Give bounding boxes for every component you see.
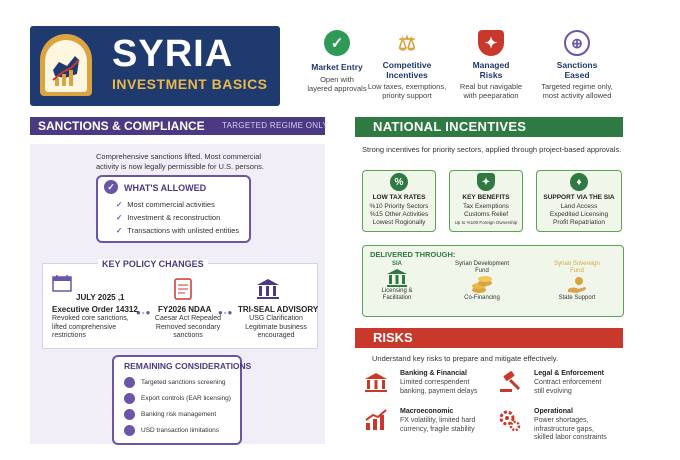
export-icon [124, 393, 135, 404]
highlight-label: Market Entry [311, 62, 363, 72]
risk-head: Macroeconomic [400, 408, 454, 415]
hand-coin-icon [566, 275, 588, 295]
highlight-desc: Open with layered approvals [307, 75, 367, 93]
policy-head: FY2026 NDAA [158, 305, 212, 314]
policy-head: Executive Order 14312 [52, 305, 138, 314]
bank-risk-icon [364, 370, 388, 399]
handshake-icon: ♦ [570, 173, 588, 191]
incentives-title: NATIONAL INCENTIVES [373, 119, 527, 134]
incentive-card-title: KEY BENEFITS [462, 194, 510, 201]
incentive-card-content [536, 173, 622, 227]
incentive-card-title: LOW TAX RATES [372, 194, 426, 201]
remaining-title: REMAINING CONSIDERATIONS [124, 361, 252, 371]
document-icon [174, 278, 192, 305]
bank-icon [256, 278, 280, 305]
check-circle-icon: ✓ [104, 180, 118, 194]
scales-icon: ⚖ [394, 30, 420, 56]
list-item: USD transaction limitations [124, 425, 231, 436]
list-item: Export controls (EAR licensing) [124, 393, 231, 404]
incentive-card-content [362, 173, 436, 227]
check-icon: ✓ [116, 200, 123, 209]
shield-icon: ✦ [477, 173, 495, 191]
risks-title: RISKS [373, 330, 413, 345]
delivery-top: SIA [391, 261, 402, 267]
list-item: Targeted sanctions screening [124, 377, 231, 388]
policy-title: KEY POLICY CHANGES [98, 259, 208, 269]
incentive-line: Lowest Rogionally [372, 219, 426, 226]
list-item: ✓ Most commercial activities [116, 200, 215, 209]
incentive-card-content [449, 173, 523, 227]
page-title: SYRIA [112, 33, 234, 75]
delivered-title: DELIVERED THROUGH: [370, 250, 456, 259]
incentive-line: Customs Relief [463, 211, 509, 218]
policy-text: Caesar Act Repealed Removed secondary sanctions [154, 315, 222, 339]
highlight-risks [450, 30, 532, 102]
incentive-line: Land Access [560, 203, 598, 210]
risk-text: Contract enforcement still evolving [534, 379, 602, 395]
risk-text: FX volatility, limited hard currency, fragile stability [400, 417, 476, 433]
delivery-top: Syrian Development Fund [454, 261, 510, 274]
coins-icon [471, 275, 493, 295]
delivery-bottom: Licensing & Facilitation [381, 288, 413, 301]
sanctions-title: SANCTIONS & COMPLIANCE [38, 119, 205, 133]
risk-head: Banking & Financial [400, 370, 467, 377]
check-icon: ✓ [116, 213, 123, 222]
checkmark-icon: ✓ [324, 30, 350, 56]
policy-head: TRI-SEAL ADVISORY [238, 305, 319, 314]
delivery-bottom: Co-Financing [464, 295, 500, 301]
gavel-icon [498, 370, 522, 399]
sanctions-tag: TARGETED REGIME ONLY [222, 121, 329, 130]
incentive-card-title: SUPPORT VIA THE SIA [543, 194, 615, 201]
policy-text: USG Clarification Legitimate business encouraged [245, 315, 307, 339]
target-icon [124, 377, 135, 388]
risk-head: Operational [534, 408, 573, 415]
sanctions-intro: Comprehensive sanctions lifted. Most commercial activity is now legally permissible for U.S. persons. [96, 152, 264, 171]
incentive-line: Profit Repatriation [552, 219, 606, 226]
highlight-desc: Low taxes, exemptions, priority support [367, 82, 447, 100]
list-item: ✓ Transactions with unlisted entities [116, 226, 240, 235]
risk-head: Legal & Enforcement [534, 370, 605, 377]
delivery-top: Syrian Sovereign Fund [554, 261, 600, 274]
highlight-sanctions [532, 30, 622, 102]
remaining-list [124, 377, 231, 436]
risks-intro: Understand key risks to prepare and mitigate effectively. [372, 354, 559, 363]
highlight-desc: Real but navigable with peeparation [459, 82, 523, 100]
delivery-bottom: State Support [558, 295, 596, 301]
list-item: Banking risk management [124, 409, 231, 420]
dollar-icon [124, 425, 135, 436]
connector: ●-● [218, 308, 234, 317]
incentives-intro: Strong incentives for priority sectors, applied through project-based approvals. [362, 145, 622, 154]
incentive-line: %15 Other Activities [369, 211, 429, 218]
check-icon: ✓ [116, 226, 123, 235]
building-icon [386, 268, 408, 288]
emblem-inner [45, 40, 87, 92]
incentive-line: Up to %100 Foreign Ownership [454, 220, 518, 225]
risk-text: Limited correspendent banking, payment delays [400, 379, 478, 395]
page-subtitle: INVESTMENT BASICS [112, 76, 268, 92]
allowed-title: WHAT'S ALLOWED [124, 183, 207, 193]
percent-icon: % [390, 173, 408, 191]
policy-date: JULY 2025 ,1 [76, 293, 125, 302]
delivery-channel [542, 261, 612, 302]
policy-text: Revoked core sanctions, lifted comprehensive restrictions [52, 315, 129, 339]
list-item: ✓ Investment & reconstruction [116, 213, 221, 222]
risk-text: Power shortages, infrastructure gaps, skilled labor constraints [534, 417, 607, 441]
allowed-list [116, 200, 248, 235]
delivery-channel [372, 261, 422, 302]
delivery-channel [446, 261, 518, 302]
globe-icon: ⊕ [564, 30, 590, 56]
bank-icon [124, 409, 135, 420]
calendar-icon [52, 274, 72, 297]
trend-icon [364, 408, 388, 437]
connector: ●-● [136, 308, 152, 317]
gears-icon [498, 408, 522, 437]
highlight-desc: Targeted regime only, most activity allowed [541, 82, 613, 100]
highlight-label: Managed Risks [472, 60, 510, 80]
highlight-incentives [362, 30, 452, 102]
shield-icon: ✦ [478, 30, 504, 56]
incentive-line: %10 Priority Sectors [369, 203, 429, 210]
incentive-line: Expedited Licensing [549, 211, 609, 218]
highlight-label: Sanctions Eased [556, 60, 598, 80]
incentive-line: Tax Exemptions [463, 203, 509, 210]
highlight-label: Competitive Incentives [382, 60, 432, 80]
